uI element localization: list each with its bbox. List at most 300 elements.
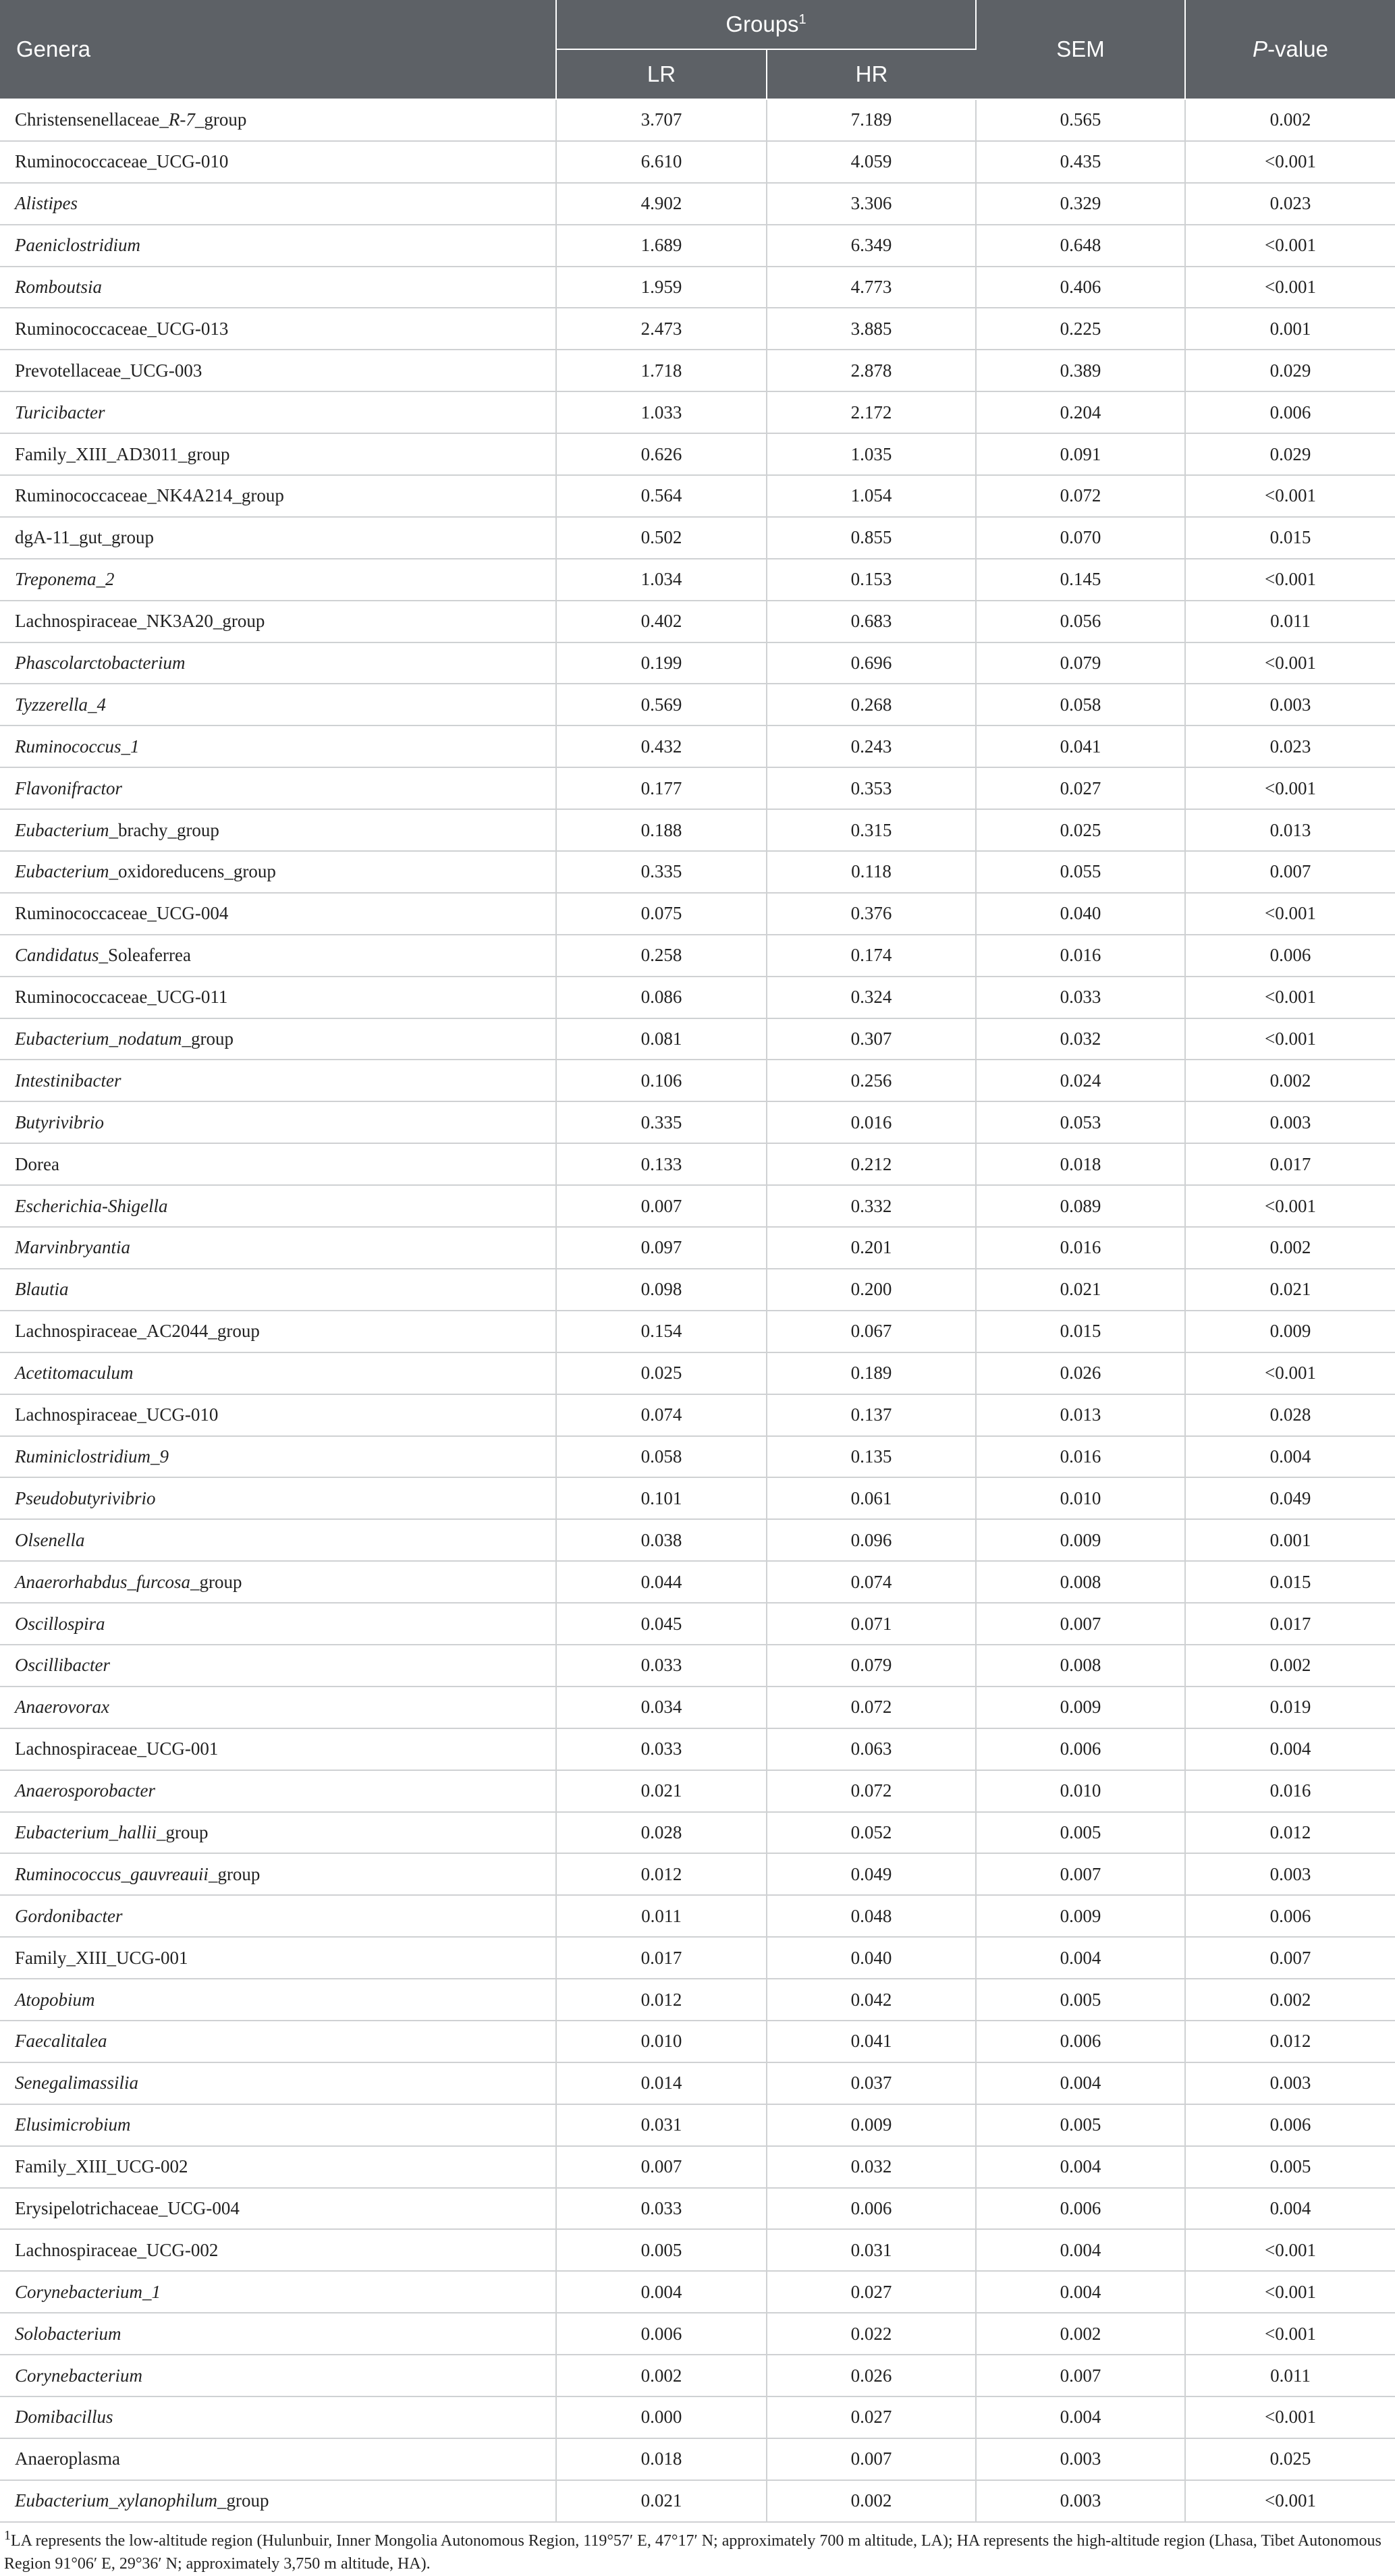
p-value: 0.006 xyxy=(1185,2104,1395,2146)
lr-value: 0.335 xyxy=(556,1101,767,1143)
sem-value: 0.089 xyxy=(976,1185,1185,1227)
table-row xyxy=(0,1687,1395,1728)
genus-cell xyxy=(0,1269,556,1311)
table-row xyxy=(0,1812,1395,1854)
sem-value: 0.070 xyxy=(976,517,1185,559)
table-row xyxy=(0,141,1395,183)
lr-value: 0.021 xyxy=(556,1770,767,1812)
header-p-italic: P xyxy=(1253,36,1268,61)
genus-name-part: Anaerorhabdus_furcosa xyxy=(15,1571,191,1592)
genus-name-part: Atopobium xyxy=(15,1989,95,2010)
lr-value: 0.005 xyxy=(556,2229,767,2271)
table-row xyxy=(0,1561,1395,1603)
table-row xyxy=(0,225,1395,267)
sem-value: 0.010 xyxy=(976,1770,1185,1812)
p-value: <0.001 xyxy=(1185,2313,1395,2355)
p-value: 0.013 xyxy=(1185,809,1395,851)
genus-cell xyxy=(0,1603,556,1645)
sem-value: 0.007 xyxy=(976,2355,1185,2396)
p-value: 0.007 xyxy=(1185,851,1395,893)
table-row xyxy=(0,1937,1395,1979)
genus-cell xyxy=(0,1227,556,1269)
lr-value: 0.569 xyxy=(556,684,767,725)
lr-value: 0.058 xyxy=(556,1436,767,1478)
lr-value: 0.086 xyxy=(556,977,767,1018)
lr-value: 0.002 xyxy=(556,2355,767,2396)
table-row xyxy=(0,2438,1395,2480)
lr-value: 0.626 xyxy=(556,433,767,475)
sem-value: 0.041 xyxy=(976,725,1185,767)
hr-value: 0.052 xyxy=(767,1812,976,1854)
table-row xyxy=(0,1770,1395,1812)
genus-name-part: dgA-11_gut_group xyxy=(15,527,154,548)
lr-value: 0.075 xyxy=(556,893,767,935)
sem-value: 0.002 xyxy=(976,2313,1185,2355)
table-row xyxy=(0,1352,1395,1394)
sem-value: 0.006 xyxy=(976,2188,1185,2230)
lr-value: 0.044 xyxy=(556,1561,767,1603)
sem-value: 0.005 xyxy=(976,1979,1185,2021)
p-value: 0.001 xyxy=(1185,308,1395,350)
genus-cell xyxy=(0,935,556,977)
genus-cell xyxy=(0,809,556,851)
genus-cell xyxy=(0,1812,556,1854)
header-groups-footnote-marker: 1 xyxy=(798,12,806,27)
genus-name-part: Marvinbryantia xyxy=(15,1237,130,1258)
header-lr: LR xyxy=(556,49,767,99)
sem-value: 0.389 xyxy=(976,350,1185,391)
table-row xyxy=(0,1645,1395,1687)
lr-value: 0.038 xyxy=(556,1519,767,1561)
sem-value: 0.007 xyxy=(976,1853,1185,1895)
table-row xyxy=(0,350,1395,391)
genus-cell xyxy=(0,767,556,809)
sem-value: 0.021 xyxy=(976,1269,1185,1311)
genus-cell xyxy=(0,1895,556,1937)
p-value: 0.025 xyxy=(1185,2438,1395,2480)
p-value: <0.001 xyxy=(1185,767,1395,809)
lr-value: 0.098 xyxy=(556,1269,767,1311)
table-row xyxy=(0,559,1395,601)
lr-value: 0.012 xyxy=(556,1853,767,1895)
genus-name-part: _brachy_group xyxy=(109,819,219,840)
genus-name-part: Domibacillus xyxy=(15,2407,113,2428)
genus-cell xyxy=(0,684,556,725)
genus-cell xyxy=(0,1101,556,1143)
header-p-rest: -value xyxy=(1267,36,1328,61)
table-row xyxy=(0,1143,1395,1185)
genus-name-part: Family_XIII_UCG-001 xyxy=(15,1947,188,1968)
p-value: 0.004 xyxy=(1185,1728,1395,1770)
hr-value: 4.773 xyxy=(767,267,976,308)
p-value: 0.004 xyxy=(1185,1436,1395,1478)
table-row xyxy=(0,1227,1395,1269)
lr-value: 1.034 xyxy=(556,559,767,601)
genus-cell xyxy=(0,1394,556,1436)
genus-name-part: Acetitomaculum xyxy=(15,1363,134,1383)
p-value: 0.003 xyxy=(1185,1101,1395,1143)
p-value: <0.001 xyxy=(1185,1185,1395,1227)
genus-cell xyxy=(0,1352,556,1394)
footnote-text: LA represents the low-altitude region (Hulunbuir, Inner Mongolia Autonomous Region, 119°57′ E, 47°17′ N; approximately 700 m altitude, LA); HA represents the high-altitude region (Lhasa, Tibet Autonomous Region 91°06′ E, 29°36′ N; approximately 3,750 m altitude, HA). xyxy=(4,2531,1382,2573)
table-body xyxy=(0,99,1395,2522)
genus-name-part: Pseudobutyrivibrio xyxy=(15,1487,156,1508)
lr-value: 1.689 xyxy=(556,225,767,267)
header-groups xyxy=(556,0,976,49)
p-value: 0.012 xyxy=(1185,2021,1395,2062)
genus-cell xyxy=(0,2355,556,2396)
hr-value: 0.049 xyxy=(767,1853,976,1895)
p-value: 0.001 xyxy=(1185,1519,1395,1561)
genus-cell xyxy=(0,601,556,642)
table-row xyxy=(0,2188,1395,2230)
genus-cell xyxy=(0,2396,556,2438)
sem-value: 0.016 xyxy=(976,935,1185,977)
hr-value: 0.063 xyxy=(767,1728,976,1770)
genus-name-part: Prevotellaceae_UCG-003 xyxy=(15,360,202,381)
genus-cell xyxy=(0,517,556,559)
table-row xyxy=(0,1060,1395,1101)
sem-value: 0.016 xyxy=(976,1436,1185,1478)
p-value: 0.015 xyxy=(1185,1561,1395,1603)
hr-value: 0.696 xyxy=(767,642,976,684)
p-value: <0.001 xyxy=(1185,141,1395,183)
table-row xyxy=(0,2355,1395,2396)
lr-value: 0.188 xyxy=(556,809,767,851)
genus-name-part: Romboutsia xyxy=(15,277,103,297)
genus-name-part: _group xyxy=(194,109,247,130)
p-value: 0.002 xyxy=(1185,1645,1395,1687)
genus-cell xyxy=(0,1728,556,1770)
hr-value: 0.048 xyxy=(767,1895,976,1937)
genus-name-part: Family_XIII_AD3011_group xyxy=(15,443,230,464)
genus-name-part: _group xyxy=(156,1821,209,1842)
lr-value: 0.034 xyxy=(556,1687,767,1728)
table-row xyxy=(0,1185,1395,1227)
hr-value: 0.026 xyxy=(767,2355,976,2396)
table-row xyxy=(0,2104,1395,2146)
p-value: 0.007 xyxy=(1185,1937,1395,1979)
genus-name-part: Lachnospiraceae_AC2044_group xyxy=(15,1321,260,1342)
hr-value: 0.324 xyxy=(767,977,976,1018)
sem-value: 0.053 xyxy=(976,1101,1185,1143)
lr-value: 0.045 xyxy=(556,1603,767,1645)
genus-cell xyxy=(0,2062,556,2104)
table-row xyxy=(0,2229,1395,2271)
genus-cell xyxy=(0,2438,556,2480)
p-value: 0.021 xyxy=(1185,1269,1395,1311)
p-value: 0.023 xyxy=(1185,725,1395,767)
genus-name-part: Eubacterium_hallii xyxy=(15,1821,157,1842)
sem-value: 0.004 xyxy=(976,1937,1185,1979)
genus-name-part: Ruminococcus_gauvreauii xyxy=(15,1863,209,1884)
lr-value: 0.101 xyxy=(556,1477,767,1519)
genus-name-part: Christensenellaceae_ xyxy=(15,109,169,130)
header-groups-label: Groups xyxy=(726,11,799,36)
table-row xyxy=(0,2396,1395,2438)
table-row xyxy=(0,1853,1395,1895)
sem-value: 0.025 xyxy=(976,809,1185,851)
lr-value: 0.011 xyxy=(556,1895,767,1937)
genus-cell xyxy=(0,1018,556,1060)
genus-name-part: Olsenella xyxy=(15,1529,85,1550)
header-genera: Genera xyxy=(0,0,556,99)
lr-value: 0.007 xyxy=(556,2146,767,2188)
genus-name-part: Candidatus xyxy=(15,945,99,966)
sem-value: 0.006 xyxy=(976,1728,1185,1770)
table-row xyxy=(0,1477,1395,1519)
p-value: 0.006 xyxy=(1185,1895,1395,1937)
sem-value: 0.004 xyxy=(976,2146,1185,2188)
p-value: 0.003 xyxy=(1185,684,1395,725)
genus-cell xyxy=(0,1645,556,1687)
genus-cell xyxy=(0,2229,556,2271)
genus-cell xyxy=(0,851,556,893)
hr-value: 0.855 xyxy=(767,517,976,559)
lr-value: 0.014 xyxy=(556,2062,767,2104)
p-value: <0.001 xyxy=(1185,977,1395,1018)
lr-value: 0.010 xyxy=(556,2021,767,2062)
genus-cell xyxy=(0,2021,556,2062)
hr-value: 0.074 xyxy=(767,1561,976,1603)
table-row xyxy=(0,433,1395,475)
table-row xyxy=(0,1101,1395,1143)
hr-value: 0.118 xyxy=(767,851,976,893)
lr-value: 0.335 xyxy=(556,851,767,893)
genus-cell xyxy=(0,1060,556,1101)
sem-value: 0.027 xyxy=(976,767,1185,809)
table-row xyxy=(0,684,1395,725)
genus-cell xyxy=(0,893,556,935)
table-row xyxy=(0,475,1395,517)
lr-value: 3.707 xyxy=(556,99,767,141)
sem-value: 0.648 xyxy=(976,225,1185,267)
hr-value: 0.040 xyxy=(767,1937,976,1979)
hr-value: 0.315 xyxy=(767,809,976,851)
hr-value: 0.212 xyxy=(767,1143,976,1185)
table-row xyxy=(0,1394,1395,1436)
p-value: 0.006 xyxy=(1185,391,1395,433)
sem-value: 0.225 xyxy=(976,308,1185,350)
lr-value: 0.564 xyxy=(556,475,767,517)
genus-name-part: _group xyxy=(217,2490,269,2511)
genus-cell xyxy=(0,308,556,350)
genus-name-part: Phascolarctobacterium xyxy=(15,653,186,674)
p-value: 0.049 xyxy=(1185,1477,1395,1519)
genus-cell xyxy=(0,1853,556,1895)
genus-name-part: Corynebacterium_1 xyxy=(15,2281,161,2302)
footnote-marker: 1 xyxy=(4,2527,11,2543)
sem-value: 0.005 xyxy=(976,2104,1185,2146)
p-value: <0.001 xyxy=(1185,267,1395,308)
genus-name-part: Lachnospiraceae_UCG-002 xyxy=(15,2239,219,2260)
lr-value: 0.258 xyxy=(556,935,767,977)
p-value: 0.002 xyxy=(1185,1227,1395,1269)
table-row xyxy=(0,391,1395,433)
genus-name-part: _group xyxy=(208,1863,261,1884)
hr-value: 0.189 xyxy=(767,1352,976,1394)
hr-value: 0.153 xyxy=(767,559,976,601)
hr-value: 0.032 xyxy=(767,2146,976,2188)
hr-value: 0.071 xyxy=(767,1603,976,1645)
lr-value: 0.021 xyxy=(556,2480,767,2522)
p-value: 0.028 xyxy=(1185,1394,1395,1436)
genus-cell xyxy=(0,2313,556,2355)
lr-value: 0.006 xyxy=(556,2313,767,2355)
genus-cell xyxy=(0,475,556,517)
table-row xyxy=(0,1895,1395,1937)
genus-name-part: Family_XIII_UCG-002 xyxy=(15,2156,188,2177)
sem-value: 0.329 xyxy=(976,183,1185,225)
genus-name-part: Butyrivibrio xyxy=(15,1112,104,1132)
sem-value: 0.024 xyxy=(976,1060,1185,1101)
genus-cell xyxy=(0,642,556,684)
lr-value: 0.028 xyxy=(556,1812,767,1854)
table-row xyxy=(0,267,1395,308)
table-footnote xyxy=(0,2523,1395,2575)
hr-value: 4.059 xyxy=(767,141,976,183)
hr-value: 0.096 xyxy=(767,1519,976,1561)
lr-value: 6.610 xyxy=(556,141,767,183)
lr-value: 0.097 xyxy=(556,1227,767,1269)
genus-cell xyxy=(0,559,556,601)
table-row xyxy=(0,308,1395,350)
genus-cell xyxy=(0,1143,556,1185)
lr-value: 0.133 xyxy=(556,1143,767,1185)
p-value: 0.019 xyxy=(1185,1687,1395,1728)
p-value: 0.003 xyxy=(1185,1853,1395,1895)
hr-value: 0.031 xyxy=(767,2229,976,2271)
table-header xyxy=(0,0,1395,99)
table-row xyxy=(0,1269,1395,1311)
table-row xyxy=(0,2480,1395,2522)
genus-name-part: Oscillibacter xyxy=(15,1655,110,1676)
p-value: 0.002 xyxy=(1185,1979,1395,2021)
lr-value: 0.000 xyxy=(556,2396,767,2438)
sem-value: 0.004 xyxy=(976,2229,1185,2271)
hr-value: 0.683 xyxy=(767,601,976,642)
sem-value: 0.055 xyxy=(976,851,1185,893)
table-row xyxy=(0,725,1395,767)
genus-cell xyxy=(0,1436,556,1478)
hr-value: 0.332 xyxy=(767,1185,976,1227)
lr-value: 0.007 xyxy=(556,1185,767,1227)
hr-value: 0.041 xyxy=(767,2021,976,2062)
table-row xyxy=(0,935,1395,977)
p-value: <0.001 xyxy=(1185,642,1395,684)
header-sem: SEM xyxy=(976,0,1185,99)
p-value: 0.003 xyxy=(1185,2062,1395,2104)
lr-value: 0.074 xyxy=(556,1394,767,1436)
genus-name-part: Anaerovorax xyxy=(15,1697,109,1718)
genus-name-part: Eubacterium xyxy=(15,819,109,840)
genus-name-part: Lachnospiraceae_UCG-010 xyxy=(15,1404,219,1425)
header-p-value xyxy=(1185,0,1395,99)
genus-name-part: Ruminococcaceae_UCG-010 xyxy=(15,151,229,172)
hr-value: 0.009 xyxy=(767,2104,976,2146)
genus-cell xyxy=(0,1561,556,1603)
genus-name-part: Tyzzerella_4 xyxy=(15,694,106,715)
sem-value: 0.072 xyxy=(976,475,1185,517)
hr-value: 0.037 xyxy=(767,2062,976,2104)
sem-value: 0.004 xyxy=(976,2062,1185,2104)
table-row xyxy=(0,642,1395,684)
genus-name-part: Intestinibacter xyxy=(15,1070,121,1091)
lr-value: 0.081 xyxy=(556,1018,767,1060)
lr-value: 2.473 xyxy=(556,308,767,350)
sem-value: 0.015 xyxy=(976,1311,1185,1352)
genus-cell xyxy=(0,1311,556,1352)
p-value: 0.029 xyxy=(1185,350,1395,391)
hr-value: 7.189 xyxy=(767,99,976,141)
table-row xyxy=(0,183,1395,225)
p-value: 0.011 xyxy=(1185,601,1395,642)
sem-value: 0.006 xyxy=(976,2021,1185,2062)
hr-value: 0.200 xyxy=(767,1269,976,1311)
p-value: 0.002 xyxy=(1185,99,1395,141)
genus-name-part: Treponema_2 xyxy=(15,569,115,590)
table-row xyxy=(0,893,1395,935)
sem-value: 0.565 xyxy=(976,99,1185,141)
sem-value: 0.406 xyxy=(976,267,1185,308)
p-value: <0.001 xyxy=(1185,2480,1395,2522)
table-row xyxy=(0,1018,1395,1060)
lr-value: 0.031 xyxy=(556,2104,767,2146)
p-value: <0.001 xyxy=(1185,1018,1395,1060)
genus-name-part: Gordonibacter xyxy=(15,1905,123,1926)
genus-cell xyxy=(0,183,556,225)
genus-name-part: Corynebacterium xyxy=(15,2365,142,2386)
lr-value: 4.902 xyxy=(556,183,767,225)
p-value: 0.005 xyxy=(1185,2146,1395,2188)
genus-cell xyxy=(0,141,556,183)
genus-name-part: Blautia xyxy=(15,1279,69,1300)
sem-value: 0.145 xyxy=(976,559,1185,601)
p-value: <0.001 xyxy=(1185,893,1395,935)
genus-cell xyxy=(0,725,556,767)
genus-name-part: _group xyxy=(182,1029,234,1049)
p-value: 0.002 xyxy=(1185,1060,1395,1101)
table-row xyxy=(0,809,1395,851)
hr-value: 0.022 xyxy=(767,2313,976,2355)
hr-value: 0.067 xyxy=(767,1311,976,1352)
p-value: 0.004 xyxy=(1185,2188,1395,2230)
sem-value: 0.056 xyxy=(976,601,1185,642)
sem-value: 0.009 xyxy=(976,1687,1185,1728)
lr-value: 0.018 xyxy=(556,2438,767,2480)
genus-name-part: Anaerosporobacter xyxy=(15,1780,155,1801)
lr-value: 0.033 xyxy=(556,1728,767,1770)
genus-cell xyxy=(0,1687,556,1728)
p-value: 0.029 xyxy=(1185,433,1395,475)
lr-value: 0.012 xyxy=(556,1979,767,2021)
header-hr: HR xyxy=(767,49,976,99)
table-row xyxy=(0,1436,1395,1478)
genus-name-part: _Soleaferrea xyxy=(99,945,191,966)
hr-value: 0.027 xyxy=(767,2271,976,2313)
genus-name-part: Ruminococcaceae_UCG-004 xyxy=(15,903,229,924)
sem-value: 0.010 xyxy=(976,1477,1185,1519)
genus-cell xyxy=(0,433,556,475)
genus-name-part: Escherichia-Shigella xyxy=(15,1195,168,1216)
genus-name-part: Faecalitalea xyxy=(15,2031,107,2052)
genus-name-part: Alistipes xyxy=(15,193,78,214)
hr-value: 0.006 xyxy=(767,2188,976,2230)
lr-value: 0.025 xyxy=(556,1352,767,1394)
table-row xyxy=(0,1519,1395,1561)
p-value: <0.001 xyxy=(1185,2271,1395,2313)
hr-value: 1.054 xyxy=(767,475,976,517)
